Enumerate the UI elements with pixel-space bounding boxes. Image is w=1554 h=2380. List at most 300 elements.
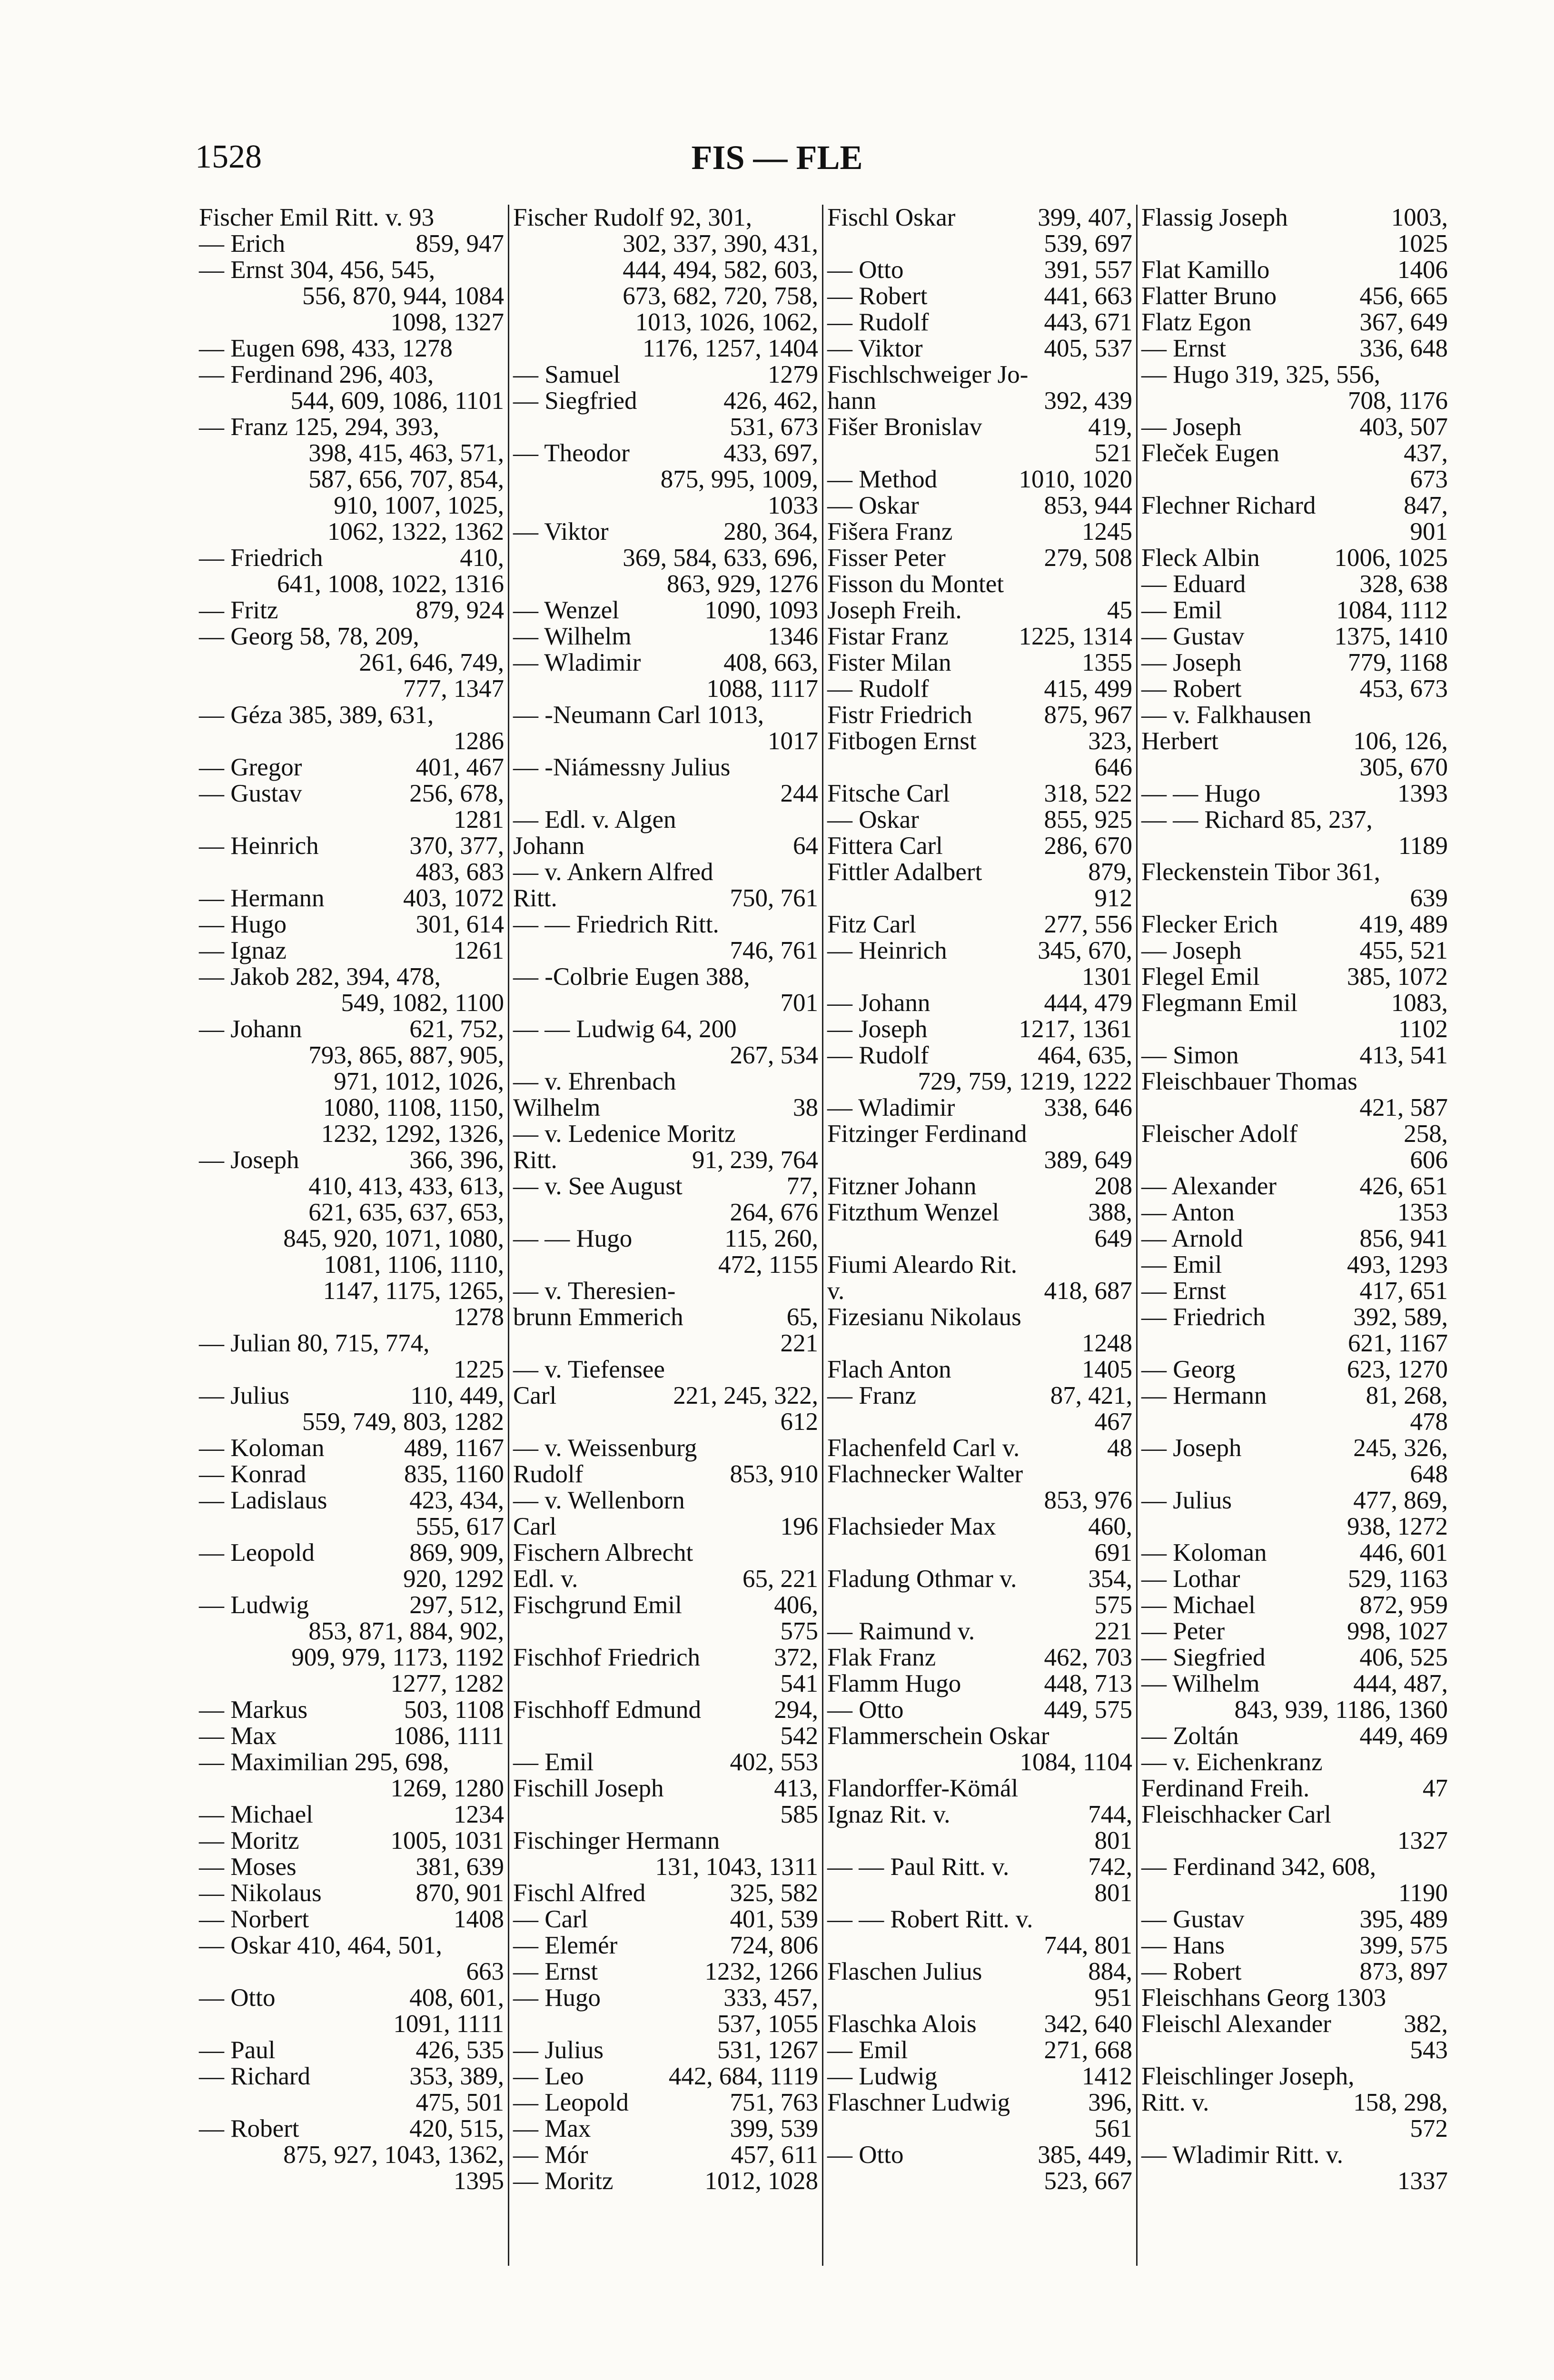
index-entry-name: — Zoltán: [1141, 1722, 1239, 1750]
index-entry-name: — v. See August: [513, 1172, 683, 1200]
index-entry-pages: 493, 1293: [1347, 1251, 1448, 1279]
index-entry-pages: 523, 667: [1044, 2167, 1132, 2195]
index-entry-pages: 542: [780, 1722, 818, 1750]
index-line: [827, 336, 1132, 362]
index-line: [827, 754, 1132, 781]
index-line: [199, 493, 504, 519]
index-line: [199, 1697, 504, 1723]
index-line: [1141, 336, 1448, 362]
index-line: [1141, 728, 1448, 754]
index-entry-pages: 1013, 1026, 1062,: [635, 308, 818, 336]
index-entry-pages: 399, 539: [730, 2115, 818, 2142]
index-entry-name: Fišera Franz: [827, 518, 953, 545]
index-line: [827, 1645, 1132, 1671]
index-line: [199, 545, 504, 571]
index-line: [827, 283, 1132, 309]
index-entry-pages: 318, 522: [1044, 780, 1132, 807]
index-line: [1141, 1592, 1448, 1618]
index-entry-name: — Wenzel: [513, 596, 619, 624]
index-entry-pages: 464, 635,: [1038, 1041, 1132, 1069]
index-entry-name: — Rudolf: [827, 308, 929, 336]
index-entry-pages: 467: [1094, 1408, 1132, 1436]
index-entry-pages: 443, 671: [1044, 308, 1132, 336]
index-line: [513, 807, 818, 833]
index-line: [827, 624, 1132, 650]
index-entry-name: Ritt.: [513, 1146, 557, 1174]
index-entry-pages: 845, 920, 1071, 1080,: [283, 1225, 504, 1252]
index-entry-name: — v. Theresien-: [513, 1277, 676, 1305]
index-line: [513, 388, 818, 414]
index-line: [513, 205, 818, 231]
index-line: [827, 1802, 1132, 1828]
index-line: [513, 597, 818, 624]
index-entry-name: Flachenfeld Carl v.: [827, 1434, 1020, 1462]
index-entry-name: — — Robert Ritt. v.: [827, 1905, 1033, 1933]
index-line: [1141, 1933, 1448, 1959]
index-line: [1141, 1985, 1448, 2011]
index-entry-name: — v. Ledenice Moritz: [513, 1120, 736, 1148]
index-line: [827, 1121, 1132, 1147]
index-line: [199, 1461, 504, 1488]
index-entry-name: — Gregor: [199, 754, 302, 781]
index-entry-name: — -Colbrie Eugen 388,: [513, 963, 750, 991]
index-entry-pages: 724, 806: [730, 1932, 818, 1959]
index-columns: [195, 205, 1480, 2266]
index-line: [1141, 2037, 1448, 2063]
index-line: [1141, 1775, 1448, 1802]
index-entry-pages: 391, 557: [1044, 256, 1132, 284]
index-line: [199, 1200, 504, 1226]
index-entry-pages: 843, 939, 1186, 1360: [1234, 1696, 1448, 1724]
index-entry-name: Fleischlinger Joseph,: [1141, 2063, 1355, 2090]
index-line: [827, 2142, 1132, 2168]
index-entry-pages: 421, 587: [1359, 1094, 1448, 1121]
index-line: [1141, 1252, 1448, 1278]
index-entry-pages: 441, 663: [1044, 282, 1132, 310]
index-line: [513, 1723, 818, 1749]
index-line: [199, 1880, 504, 1906]
index-line: [513, 1278, 818, 1304]
index-entry-pages: 402, 553: [730, 1748, 818, 1776]
index-entry-pages: 345, 670,: [1038, 937, 1132, 964]
index-entry-name: — Robert: [199, 2115, 299, 2142]
index-entry-pages: 453, 673: [1359, 675, 1448, 703]
index-entry-pages: 1277, 1282: [390, 1670, 504, 1697]
index-line: [827, 571, 1132, 597]
index-entry-name: — Michael: [1141, 1591, 1256, 1619]
index-entry-pages: 1232, 1292, 1326,: [321, 1120, 504, 1148]
index-line: [1141, 676, 1448, 702]
index-entry-name: — Franz: [827, 1382, 916, 1409]
index-entry-pages: 333, 457,: [723, 1984, 818, 2012]
index-entry-name: — Emil: [1141, 596, 1222, 624]
index-line: [513, 624, 818, 650]
index-entry-name: — — Hugo: [1141, 780, 1261, 807]
index-line: [513, 2011, 818, 2037]
index-line: [1141, 1147, 1448, 1173]
index-entry-name: — Viktor: [513, 518, 609, 545]
index-line: [199, 2090, 504, 2116]
index-line: [513, 309, 818, 336]
index-line: [199, 2037, 504, 2063]
index-line: [827, 545, 1132, 571]
index-line: [199, 1645, 504, 1671]
index-entry-pages: 1279: [768, 361, 818, 388]
index-entry-pages: 998, 1027: [1347, 1617, 1448, 1645]
index-line: [199, 1775, 504, 1802]
index-entry-name: — Georg: [1141, 1356, 1236, 1383]
index-entry-name: — Franz 125, 294, 393,: [199, 413, 439, 441]
index-entry-pages: 1245: [1082, 518, 1132, 545]
index-entry-name: — v. Wellenborn: [513, 1487, 685, 1514]
index-line: [513, 1618, 818, 1645]
index-entry-name: — Wilhelm: [513, 623, 632, 650]
index-line: [199, 1069, 504, 1095]
index-line: [827, 781, 1132, 807]
index-entry-name: — Eugen 698, 433, 1278: [199, 335, 453, 362]
index-entry-pages: 325, 582: [730, 1879, 818, 1907]
index-entry-name: — — Paul Ritt. v.: [827, 1853, 1010, 1881]
index-entry-name: — Hermann: [199, 884, 325, 912]
index-entry-pages: 1033: [768, 492, 818, 519]
index-line: [1141, 1959, 1448, 1985]
index-entry-pages: 529, 1163: [1347, 1565, 1448, 1593]
index-entry-name: Fischhof Friedrich: [513, 1644, 701, 1671]
index-entry-pages: 1278: [454, 1303, 504, 1331]
index-line: [199, 1095, 504, 1121]
running-head: FIS — FLE: [691, 139, 863, 177]
index-entry-pages: 106, 126,: [1353, 727, 1448, 755]
index-line: [1141, 1854, 1448, 1880]
index-entry-pages: 91, 239, 764: [692, 1146, 818, 1174]
index-entry-pages: 401, 539: [730, 1905, 818, 1933]
index-entry-pages: 951: [1094, 1984, 1132, 2012]
index-line: [199, 833, 504, 859]
index-entry-name: — Heinrich: [199, 832, 319, 860]
index-entry-name: Fischhoff Edmund: [513, 1696, 702, 1724]
index-entry-name: Fitsche Carl: [827, 780, 950, 807]
index-entry-pages: 420, 515,: [409, 2115, 504, 2142]
index-line: [513, 2063, 818, 2090]
index-line: [827, 1618, 1132, 1645]
index-entry-pages: 503, 1108: [404, 1696, 504, 1724]
index-entry-pages: 389, 649: [1044, 1146, 1132, 1174]
index-entry-pages: 489, 1167: [404, 1434, 504, 1462]
index-line: [1141, 205, 1448, 231]
index-entry-pages: 301, 614: [416, 911, 504, 938]
index-line: [827, 1016, 1132, 1042]
index-entry-pages: 751, 763: [730, 2089, 818, 2116]
index-entry-pages: 261, 646, 749,: [359, 649, 504, 676]
index-line: [199, 388, 504, 414]
index-entry-name: Flachnecker Walter: [827, 1460, 1023, 1488]
index-entry-pages: 457, 611: [731, 2141, 818, 2169]
index-line: [1141, 1042, 1448, 1069]
index-entry-name: — Koloman: [199, 1434, 325, 1462]
index-line: [1141, 1749, 1448, 1775]
index-line: [1141, 1488, 1448, 1514]
index-entry-name: — Oskar: [827, 806, 919, 833]
index-entry-pages: 45: [1107, 596, 1132, 624]
index-entry-pages: 873, 897: [1359, 1958, 1448, 1985]
index-line: [199, 1042, 504, 1069]
index-line: [513, 545, 818, 571]
index-line: [513, 1592, 818, 1618]
index-line: [199, 571, 504, 597]
index-entry-name: — Otto: [199, 1984, 276, 2012]
index-entry-pages: 1301: [1082, 963, 1132, 991]
index-line: [827, 440, 1132, 466]
index-entry-name: Flammerschein Oskar: [827, 1722, 1049, 1750]
index-line: [199, 1330, 504, 1357]
index-entry-name: — Ludwig: [827, 2063, 938, 2090]
index-entry-name: Fisser Peter: [827, 544, 946, 572]
index-entry-pages: 1327: [1397, 1827, 1448, 1854]
index-line: [513, 728, 818, 754]
index-line: [827, 309, 1132, 336]
index-entry-pages: 701: [780, 989, 818, 1017]
index-entry-name: Ritt. v.: [1141, 2089, 1209, 2116]
index-entry-name: — Ludwig: [199, 1591, 309, 1619]
index-line: [199, 1749, 504, 1775]
index-line: [199, 1383, 504, 1409]
index-entry-pages: 221, 245, 322,: [673, 1382, 818, 1409]
index-line: [199, 807, 504, 833]
index-line: [827, 1828, 1132, 1854]
index-entry-pages: 423, 434,: [409, 1487, 504, 1514]
index-line: [199, 781, 504, 807]
index-line: [199, 2063, 504, 2090]
index-entry-pages: 483, 683: [416, 858, 504, 886]
index-line: [513, 1304, 818, 1330]
index-line: [827, 493, 1132, 519]
index-line: [827, 938, 1132, 964]
index-entry-name: — Hugo 319, 325, 556,: [1141, 361, 1381, 388]
index-entry-pages: 691: [1094, 1539, 1132, 1567]
index-entry-pages: 853, 871, 884, 902,: [308, 1617, 504, 1645]
index-entry-name: Fistr Friedrich: [827, 701, 972, 729]
index-entry-pages: 1176, 1257, 1404: [642, 335, 818, 362]
index-line: [199, 1985, 504, 2011]
index-line: [827, 650, 1132, 676]
index-line: [513, 1540, 818, 1566]
index-entry-pages: 1025: [1397, 230, 1448, 258]
index-entry-name: — Lothar: [1141, 1565, 1240, 1593]
index-entry-name: — Heinrich: [827, 937, 947, 964]
index-line: [199, 1016, 504, 1042]
index-line: [199, 650, 504, 676]
index-entry-name: Fleischhacker Carl: [1141, 1801, 1331, 1828]
index-entry-name: — Fritz: [199, 596, 278, 624]
index-entry-pages: 442, 684, 1119: [668, 2063, 818, 2090]
index-line: [827, 231, 1132, 257]
index-line: [513, 702, 818, 728]
index-entry-pages: 1375, 1410: [1334, 623, 1448, 650]
index-line: [199, 519, 504, 545]
index-entry-pages: 408, 601,: [409, 1984, 504, 2012]
index-entry-name: Flassig Joseph: [1141, 205, 1288, 231]
index-entry-pages: 909, 979, 1173, 1192: [291, 1644, 504, 1671]
index-entry-pages: 875, 967: [1044, 701, 1132, 729]
index-entry-pages: 258,: [1404, 1120, 1448, 1148]
index-entry-pages: 1261: [454, 937, 504, 964]
index-column-3: [823, 205, 1138, 2266]
index-line: [827, 1854, 1132, 1880]
index-line: [1141, 1383, 1448, 1409]
index-entry-pages: 1406: [1397, 256, 1448, 284]
index-line: [199, 1959, 504, 1985]
index-entry-pages: 1225: [454, 1356, 504, 1383]
index-entry-name: Flechner Richard: [1141, 492, 1316, 519]
index-entry-name: — Rudolf: [827, 1041, 929, 1069]
index-line: [1141, 2168, 1448, 2194]
index-line: [1141, 1697, 1448, 1723]
index-entry-name: — Joseph: [199, 1146, 299, 1174]
index-entry-pages: 286, 670: [1044, 832, 1132, 860]
index-entry-name: Flaschner Ludwig: [827, 2089, 1010, 2116]
index-entry-name: — Emil: [1141, 1251, 1222, 1279]
index-line: [827, 807, 1132, 833]
index-entry-name: — — Hugo: [513, 1225, 633, 1252]
index-line: [513, 414, 818, 440]
index-entry-pages: 196: [780, 1513, 818, 1540]
index-line: [827, 2168, 1132, 2194]
index-entry-name: Fischinger Hermann: [513, 1827, 720, 1854]
index-entry-pages: 559, 749, 803, 1282: [302, 1408, 504, 1436]
index-line: [1141, 1016, 1448, 1042]
index-entry-name: Flecker Erich: [1141, 911, 1278, 938]
index-line: [1141, 466, 1448, 493]
index-entry-pages: 81, 268,: [1366, 1382, 1448, 1409]
index-line: [1141, 912, 1448, 938]
index-entry-pages: 1086, 1111: [393, 1722, 504, 1750]
index-entry-pages: 354,: [1088, 1565, 1132, 1593]
index-entry-name: — — Richard 85, 237,: [1141, 806, 1373, 833]
index-entry-pages: 399, 575: [1359, 1932, 1448, 1959]
index-line: [1141, 1278, 1448, 1304]
index-entry-name: — Hermann: [1141, 1382, 1267, 1409]
index-line: [827, 205, 1132, 231]
index-entry-name: Fittera Carl: [827, 832, 943, 860]
index-line: [1141, 833, 1448, 859]
index-entry-pages: 744, 801: [1044, 1932, 1132, 1959]
index-entry-pages: 777, 1347: [403, 675, 504, 703]
index-entry-name: Fizesianu Nikolaus: [827, 1303, 1021, 1331]
index-entry-pages: 410,: [460, 544, 504, 572]
index-line: [199, 1278, 504, 1304]
index-entry-name: — Rudolf: [827, 675, 929, 703]
index-entry-pages: 869, 909,: [409, 1539, 504, 1567]
index-entry-name: Fisson du Montet: [827, 570, 1004, 598]
index-entry-name: — v. Eichenkranz: [1141, 1748, 1323, 1776]
index-entry-pages: 648: [1410, 1460, 1448, 1488]
index-entry-pages: 585: [780, 1801, 818, 1828]
index-entry-pages: 446, 601: [1359, 1539, 1448, 1567]
index-entry-name: — — Ludwig 64, 200: [513, 1015, 737, 1043]
index-entry-pages: 920, 1292: [403, 1565, 504, 1593]
index-line: [199, 754, 504, 781]
index-entry-name: Carl: [513, 1382, 557, 1409]
index-entry-pages: 158, 298,: [1353, 2089, 1448, 2116]
index-line: [199, 1618, 504, 1645]
index-entry-pages: 1090, 1093: [704, 596, 818, 624]
index-line: [1141, 2142, 1448, 2168]
index-line: [199, 676, 504, 702]
index-entry-pages: 835, 1160: [404, 1460, 504, 1488]
index-line: [199, 597, 504, 624]
index-entry-pages: 572: [1410, 2115, 1448, 2142]
index-entry-pages: 396,: [1088, 2089, 1132, 2116]
index-entry-pages: 1355: [1082, 649, 1132, 676]
index-line: [827, 1383, 1132, 1409]
index-entry-name: — Richard: [199, 2063, 311, 2090]
index-entry-pages: 612: [780, 1408, 818, 1436]
index-line: [513, 1016, 818, 1042]
index-entry-pages: 449, 469: [1359, 1722, 1448, 1750]
index-line: [1141, 545, 1448, 571]
index-line: [199, 1828, 504, 1854]
index-line: [513, 2090, 818, 2116]
index-line: [513, 283, 818, 309]
index-entry-name: — Simon: [1141, 1041, 1239, 1069]
index-entry-name: — Moses: [199, 1853, 297, 1881]
index-entry-name: — Leopold: [199, 1539, 315, 1567]
index-entry-pages: 437,: [1404, 439, 1448, 467]
index-entry-pages: 403, 1072: [403, 884, 504, 912]
index-entry-pages: 381, 639: [416, 1853, 504, 1881]
index-entry-name: — Ignaz: [199, 937, 287, 964]
index-line: [199, 440, 504, 466]
index-entry-name: — Arnold: [1141, 1225, 1243, 1252]
index-line: [199, 309, 504, 336]
index-entry-name: Fischern Albrecht: [513, 1539, 693, 1567]
index-entry-pages: 1190: [1398, 1879, 1448, 1907]
index-line: [513, 1330, 818, 1357]
index-entry-pages: 77,: [786, 1172, 818, 1200]
index-line: [513, 938, 818, 964]
index-entry-name: Edl. v.: [513, 1565, 578, 1593]
index-entry-pages: 801: [1094, 1827, 1132, 1854]
index-entry-pages: 405, 537: [1044, 335, 1132, 362]
index-entry-pages: 385, 449,: [1038, 2141, 1132, 2169]
index-line: [827, 1147, 1132, 1173]
index-line: [199, 1723, 504, 1749]
index-entry-pages: 302, 337, 390, 431,: [623, 230, 818, 258]
index-entry-pages: 110, 449,: [410, 1382, 504, 1409]
index-line: [513, 2142, 818, 2168]
index-line: [199, 1409, 504, 1435]
index-line: [513, 1357, 818, 1383]
index-line: [1141, 1461, 1448, 1488]
index-entry-pages: 1017: [768, 727, 818, 755]
index-entry-name: — Géza 385, 389, 631,: [199, 701, 434, 729]
index-line: [827, 1514, 1132, 1540]
index-entry-name: — Method: [827, 466, 938, 493]
index-column-2: [509, 205, 823, 2266]
index-entry-pages: 297, 512,: [409, 1591, 504, 1619]
index-entry-name: — Emil: [827, 2036, 908, 2064]
index-entry-name: v.: [827, 1277, 845, 1305]
index-entry-name: Fitzinger Ferdinand: [827, 1120, 1027, 1148]
index-entry-pages: 1084, 1104: [1020, 1748, 1132, 1776]
index-line: [199, 336, 504, 362]
index-line: [513, 990, 818, 1016]
index-line: [513, 571, 818, 597]
index-entry-pages: 418, 687: [1044, 1277, 1132, 1305]
index-line: [513, 257, 818, 283]
index-entry-pages: 475, 501: [416, 2089, 504, 2116]
index-line: [827, 519, 1132, 545]
